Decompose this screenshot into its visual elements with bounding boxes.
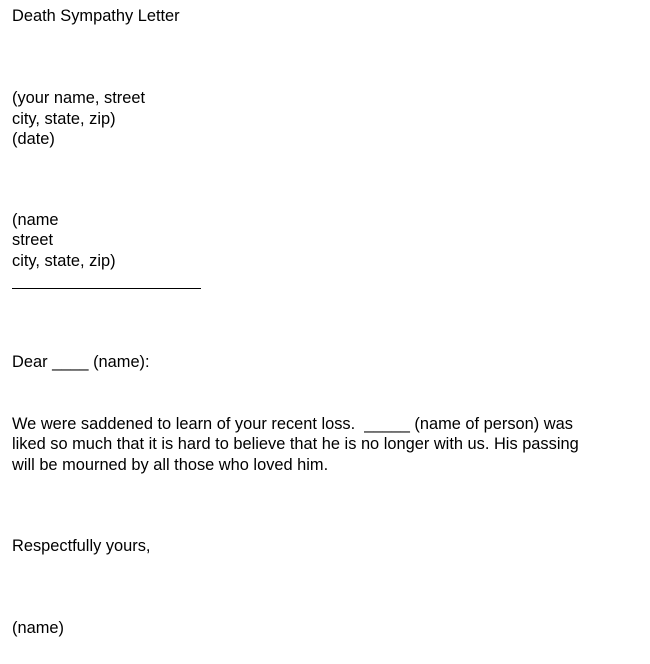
salutation: Dear ____ (name): (12, 353, 150, 371)
signature-name: (name) (12, 619, 64, 637)
recipient-divider (12, 288, 201, 289)
document-title: Death Sympathy Letter (12, 7, 180, 25)
recipient-name: (name (12, 211, 59, 229)
body-line-2: liked so much that it is hard to believe that he is no longer with us. His passing (12, 435, 579, 453)
body-line-1: We were saddened to learn of your recent loss. _____ (name of person) was (12, 415, 573, 433)
sender-address-line-1: (your name, street (12, 89, 145, 107)
recipient-street: street (12, 231, 53, 249)
sender-date: (date) (12, 130, 55, 148)
sender-address-line-2: city, state, zip) (12, 110, 116, 128)
body-line-3: will be mourned by all those who loved him. (12, 456, 329, 474)
closing: Respectfully yours, (12, 537, 151, 555)
recipient-city-state-zip: city, state, zip) (12, 252, 116, 270)
